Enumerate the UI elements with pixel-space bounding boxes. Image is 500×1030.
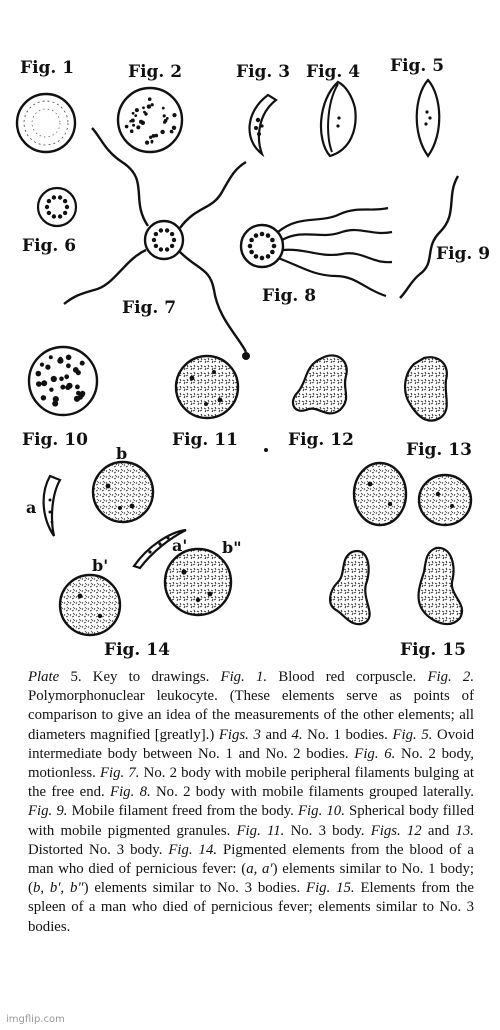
caption-text: No. 2 body, motionless.	[28, 745, 474, 782]
granule-dot	[266, 233, 271, 238]
granule-dot	[75, 385, 80, 390]
granule-dot	[47, 211, 51, 215]
fig12-distorted-body	[293, 355, 347, 413]
caption-italic: a, a'	[246, 861, 273, 878]
sublabel-a-prime: a'	[172, 536, 188, 555]
granule-dot	[60, 385, 65, 390]
caption-text: Elements from the spleen of a man who died of pernicious fever; elements similar to No. 3 bodies.	[28, 880, 474, 935]
caption-plate: Plate	[28, 669, 60, 685]
granule-dot	[64, 374, 69, 379]
granule-dot	[59, 377, 64, 382]
granule-dot	[152, 134, 156, 138]
granule-dot	[45, 365, 50, 370]
granule-dot	[147, 104, 151, 108]
granule-dot	[134, 114, 137, 117]
fig15-spleen-elements	[330, 463, 471, 624]
granule-dot	[40, 363, 44, 367]
fig10-label: Fig. 10	[22, 430, 88, 450]
fig14-label: Fig. 14	[104, 640, 170, 660]
granule-dot	[63, 211, 67, 215]
caption-fig-ref: Fig. 15.	[306, 880, 355, 897]
caption-text: No. 2 body with mobile filaments grouped laterally.	[150, 784, 475, 801]
fig8-body-lateral-filaments	[241, 208, 392, 296]
caption-text: Spherical body filled with mobile pigmented granules.	[28, 803, 474, 839]
granule-dot	[76, 370, 81, 375]
granule-dot	[151, 141, 154, 144]
granule-dot	[172, 238, 176, 242]
sublabel-b-double-prime: b"	[222, 538, 242, 557]
fig9-free-filament	[400, 176, 458, 298]
caption-text: and	[421, 822, 456, 839]
granule-dot	[270, 250, 275, 255]
granule-dot	[254, 233, 259, 238]
fig8-label: Fig. 8	[262, 286, 317, 306]
granule-dot	[172, 126, 176, 130]
caption-fig-ref: Fig. 7.	[99, 765, 140, 782]
granule-dot	[47, 199, 51, 203]
caption-fig-ref: Fig. 10.	[298, 803, 345, 820]
granule-dot	[249, 238, 254, 243]
granule-dot	[41, 395, 46, 400]
granule-dot	[260, 256, 265, 261]
fig1-red-corpuscle	[17, 94, 75, 152]
granule-dot	[125, 125, 129, 129]
granule-dot	[154, 232, 158, 236]
granule-dot	[58, 214, 62, 218]
fig6-label: Fig. 6	[22, 236, 77, 256]
caption-text: Ovoid intermediate body between No. 1 and No. 2 bodies.	[28, 726, 475, 762]
fig9-label: Fig. 9	[436, 244, 491, 264]
granule-dot	[52, 214, 56, 218]
granule-dot	[63, 199, 67, 203]
caption-text: Mobile filament freed from the body.	[67, 803, 299, 820]
caption-fig-ref: Fig. 9.	[28, 803, 68, 820]
granule-dot	[248, 244, 253, 249]
granule-dot	[66, 363, 71, 368]
fig4-label: Fig. 4	[306, 62, 361, 82]
granule-dot	[165, 228, 169, 232]
granule-dot	[160, 130, 164, 134]
granule-dot	[163, 114, 166, 117]
caption-fig-ref: Fig. 5.	[392, 726, 433, 743]
granule-dot	[45, 205, 49, 209]
caption-text: No. 2 body with mobile peripheral filaments bulging at the free end.	[28, 765, 475, 801]
sublabel-b-prime: b'	[92, 556, 109, 575]
granule-dot	[53, 396, 59, 402]
fig5-label: Fig. 5	[390, 56, 445, 76]
granule-dot	[152, 238, 156, 242]
caption-fig-ref: Figs. 3	[218, 726, 261, 743]
caption-text: Blood red corpuscle.	[267, 669, 428, 685]
granule-dot	[49, 388, 53, 392]
granule-dot	[36, 371, 42, 377]
fig11-no3-body	[176, 356, 238, 418]
granule-dot	[270, 238, 275, 243]
granule-dot	[76, 391, 81, 396]
granule-dot	[159, 247, 163, 251]
granule-dot	[66, 355, 72, 361]
granule-dot	[249, 250, 254, 255]
caption-fig-ref: 4.	[291, 726, 303, 743]
granule-dot	[164, 119, 168, 123]
granule-dot	[159, 228, 163, 232]
fig13-distorted-body	[405, 357, 447, 420]
fig7-body-with-filaments	[64, 128, 250, 360]
fig7-label: Fig. 7	[122, 298, 177, 318]
granule-dot	[130, 129, 134, 133]
caption-italic: b, b', b"	[32, 880, 84, 897]
watermark: imgflip.com	[6, 1014, 65, 1025]
granule-dot	[65, 205, 69, 209]
granule-dot	[151, 103, 154, 106]
granule-dot	[171, 131, 174, 134]
sublabel-b: b	[116, 444, 128, 463]
granule-dot	[41, 380, 47, 386]
granule-dot	[131, 119, 135, 123]
granule-dot	[172, 113, 176, 117]
fig2-label: Fig. 2	[128, 62, 183, 82]
granule-dot	[49, 355, 53, 359]
caption-text: Distorted No. 3 body.	[28, 841, 169, 858]
fig10-spherical-body	[29, 347, 97, 415]
fig5-ovoid-body	[417, 80, 440, 156]
caption-fig-ref: Fig. 6.	[354, 745, 396, 762]
fig3-crescent-body	[250, 95, 276, 154]
caption-fig-ref: Fig. 1.	[220, 669, 268, 685]
granule-dot	[36, 381, 42, 387]
granule-dot	[139, 120, 143, 124]
fig13-label: Fig. 13	[406, 440, 472, 460]
caption-fig-ref: Figs. 12	[370, 822, 422, 839]
granule-dot	[66, 383, 72, 389]
granule-dot	[170, 232, 174, 236]
caption-fig-ref: Fig. 8.	[110, 784, 151, 801]
granule-dot	[154, 244, 158, 248]
granule-dot	[148, 97, 152, 101]
granule-dot	[132, 124, 135, 127]
caption-fig-ref: 13.	[455, 822, 474, 839]
granule-dot	[51, 376, 57, 382]
granule-dot	[143, 111, 146, 114]
fig14-pigmented-elements	[44, 462, 231, 635]
granule-dot	[162, 107, 165, 110]
fig11-label: Fig. 11	[172, 430, 238, 450]
granule-dot	[142, 106, 145, 109]
granule-dot	[58, 195, 62, 199]
caption-text: ) elements similar to No. 1 body; (	[28, 861, 474, 897]
granule-dot	[266, 254, 271, 259]
granule-dot	[52, 195, 56, 199]
granule-dot	[136, 125, 140, 129]
caption-fig-ref: Fig. 2.	[427, 669, 475, 685]
caption-text: 5. Key to drawings.	[59, 669, 221, 685]
plate-caption	[28, 668, 474, 937]
caption-text: Pigmented elements from the blood of a man who died of pernicious fever: (	[28, 841, 474, 878]
granule-dot	[145, 141, 149, 145]
fig12-label: Fig. 12	[288, 430, 354, 450]
caption-text: ) elements similar to No. 3 bodies.	[83, 880, 307, 897]
stray-dot	[264, 448, 268, 452]
granule-dot	[58, 357, 62, 361]
granule-dot	[165, 247, 169, 251]
caption-text: and	[260, 726, 292, 743]
caption-fig-ref: Fig. 11.	[236, 822, 285, 839]
caption-text: No. 1 bodies.	[302, 726, 393, 743]
granule-dot	[80, 361, 85, 366]
granule-dot	[260, 232, 265, 237]
fig2-leukocyte	[118, 88, 182, 152]
caption-text: No. 3 body.	[284, 822, 371, 839]
fig6-body-motionless	[38, 188, 76, 226]
granule-dot	[254, 254, 259, 259]
granule-dot	[132, 112, 135, 115]
fig15-label: Fig. 15	[400, 640, 466, 660]
granule-dot	[135, 108, 139, 112]
granule-dot	[170, 244, 174, 248]
granule-dot	[272, 244, 277, 249]
fig1-label: Fig. 1	[20, 58, 75, 78]
caption-text: Polymorphonuclear leukocyte. (These elements serve as points of comparison to give an idea of the measurements of the other elements; all diameters magnified [greatly].)	[28, 688, 474, 743]
fig3-label: Fig. 3	[236, 62, 291, 82]
caption-fig-ref: Fig. 14.	[168, 841, 218, 858]
fig4-crescent-body	[321, 82, 356, 156]
granule-dot	[76, 396, 80, 400]
sublabel-a: a	[26, 498, 37, 517]
